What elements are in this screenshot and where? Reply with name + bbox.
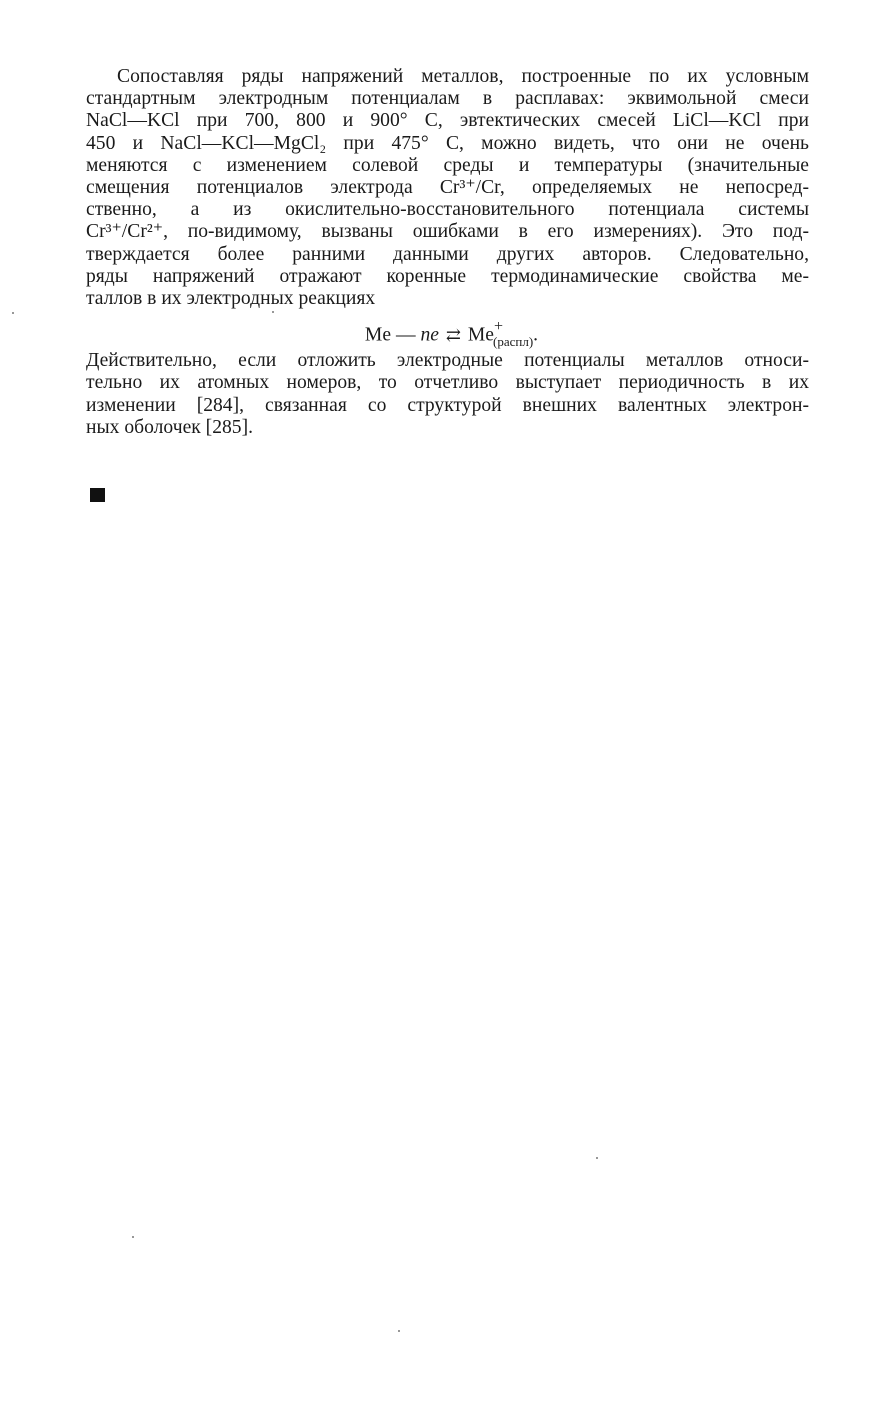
text-line: ных оболочек [285].	[86, 416, 254, 438]
text-line: тверждается более ранними данными других авторов. Следовательно,	[86, 243, 809, 265]
text-line: Cr³⁺/Cr²⁺, по-видимому, вызваны ошибками в его измерениях). Это под-	[86, 221, 809, 243]
scan-speck	[596, 1157, 598, 1159]
text-line: Сопоставляя ряды напряжений металлов, построенные по их условным	[117, 66, 809, 87]
text-line: смещения потенциалов электрода Cr³⁺/Cr, определяемых не непосред-	[86, 177, 809, 199]
scan-speck	[398, 1330, 400, 1332]
page-text	[86, 66, 809, 439]
text-line: меняются с изменением солевой среды и температуры (значительные	[86, 154, 809, 176]
end-of-section-mark	[90, 488, 105, 502]
formula-ne: ne	[420, 324, 439, 346]
text-line: таллов в их электродных реакциях	[86, 288, 376, 310]
formula-right: Me	[467, 324, 494, 346]
paragraph-2	[86, 350, 809, 439]
text-line: NaCl—KCl при 700, 800 и 900° С, эвтектических смесей LiCl—KCl при	[86, 110, 809, 132]
scan-speck	[272, 311, 274, 313]
text-line: ряды напряжений отражают коренные термодинамические свойства ме-	[86, 265, 809, 287]
text-line: ственно, а из окислительно-восстановительного потенциала системы	[86, 199, 809, 221]
paragraph-1	[86, 66, 809, 310]
formula-left: Me —	[364, 324, 421, 346]
formula-subscript: (распл)	[493, 333, 534, 349]
text-line: 450 и NaCl—KCl—MgCl₂ при 475° С, можно видеть, что они не очень	[86, 132, 809, 154]
scan-speck	[12, 312, 14, 314]
formula-superscript: +	[493, 318, 503, 336]
equilibrium-arrows: ⇄	[445, 324, 461, 345]
scan-speck	[132, 1236, 134, 1238]
formula-end: .	[533, 324, 539, 346]
text-line: Действительно, если отложить электродные потенциалы металлов относи-	[86, 350, 809, 372]
reaction-formula	[86, 316, 809, 349]
text-line: изменении [284], связанная со структурой внешних валентных электрон-	[86, 394, 809, 416]
text-line: стандартным электродным потенциалам в расплавах: эквимольной смеси	[86, 88, 809, 110]
text-line: тельно их атомных номеров, то отчетливо выступает периодичность в их	[86, 372, 809, 394]
